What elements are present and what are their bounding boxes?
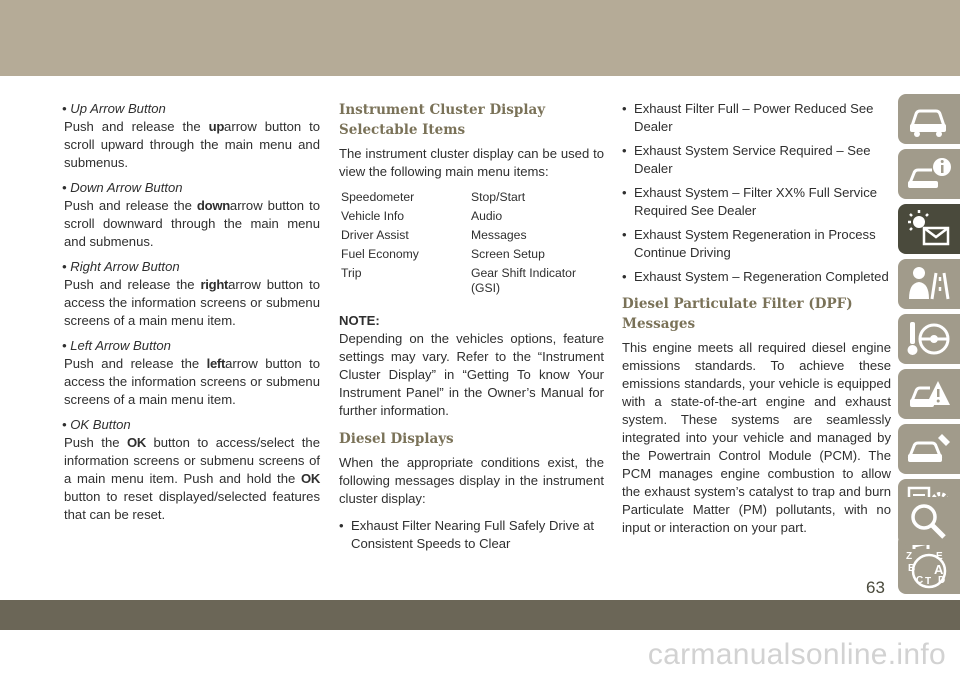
heading-dpf-messages: Diesel Particulate Filter (DPF) Messages [622,296,853,332]
menu-item: Fuel Economy [341,247,419,261]
down-arrow-text-a: Push and release the [64,198,197,213]
menu-item: Gear Shift Indicator (GSI) [471,266,576,295]
list-item: • Exhaust Filter Full – Power Reduced See Dealer [622,100,891,136]
up-arrow-item: • Up Arrow Button Push and release the uparrow button to scroll upward through the main menu and submenus. [62,101,321,170]
ok-text-2: button to access/select the information screens or submenu screens of a main menu item. Push and hold the [64,435,320,486]
left-arrow-text-a: Push and release the [64,356,207,371]
index-letter-t: T [925,576,932,587]
diesel-message-list-start [339,517,604,553]
list-item: • Exhaust System Regeneration in Process Continue Driving [622,226,891,262]
page-number: 63 [866,578,885,597]
right-arrow-text-a: Push and release the [64,277,201,292]
index-letter-d: D [938,575,946,586]
watermark: carmanualsonline.info [647,638,946,671]
down-arrow-title: Down Arrow Button [70,180,183,195]
left-arrow-text-b: arrow button to access the information screens or submenu screens of a main menu item. [64,356,321,407]
footer-band [0,600,960,630]
left-key: left [206,356,226,371]
note-label: NOTE: [339,313,380,328]
up-arrow-text-b: arrow button to scroll upward through the main menu and submenus. [64,119,321,170]
up-arrow-text-a: Push and release the [64,119,209,134]
table-row [341,266,601,300]
column-3 [622,100,891,546]
list-item: • Exhaust System – Regeneration Completed [622,268,891,286]
person-road-icon [906,265,952,303]
index-letter-c: C [916,575,924,586]
list-item: • Exhaust System – Filter XX% Full Service Required See Dealer [622,184,891,220]
right-arrow-title: Right Arrow Button [70,259,180,274]
intro-paragraph: The instrument cluster display can be used to view the following main menu items: [339,146,604,179]
down-arrow-text-b: arrow button to scroll downward through the main menu and submenus. [64,198,321,249]
table-row [341,209,601,228]
ok-text-3: button to reset displayed/selected features that can be reset. [64,489,320,522]
car-wrench-icon [906,430,952,468]
tab-car-info[interactable] [898,149,960,199]
menu-item: Stop/Start [471,190,526,204]
car-crash-icon [906,375,952,413]
diesel-intro: When the appropriate conditions exist, the following messages display in the instrument cluster display: [339,455,604,506]
tab-warning-lights-messages[interactable] [898,204,960,254]
top-band [0,0,960,76]
tab-service[interactable] [898,424,960,474]
ok-button-item: • OK Button Push the OK button to access/select the information screens or submenu screens of a main menu item. Push and hold the OK button to reset displayed/selected features that can be reset. [62,417,320,522]
tab-search[interactable] [898,497,960,545]
tab-steering[interactable] [898,314,960,364]
tab-emergency[interactable] [898,369,960,419]
ok-key-1: OK [126,435,147,450]
menu-item: Messages [471,228,527,242]
menu-item: Vehicle Info [341,209,405,223]
menu-item: Trip [341,266,362,280]
tab-car-warning[interactable] [898,94,960,144]
warning-light-message-icon [906,210,952,248]
menu-item: Driver Assist [341,228,409,242]
list-item: • Exhaust System Service Required – See Dealer [622,142,891,178]
right-key: right [200,277,229,292]
menu-item: Audio [471,209,503,223]
left-arrow-title: Left Arrow Button [70,338,171,353]
tab-index[interactable] [898,549,960,594]
ok-key-2: OK [300,471,320,486]
menu-item: Speedometer [341,190,415,204]
list-item: • Exhaust Filter Nearing Full Safely Drive at Consistent Speeds to Clear [339,517,604,553]
right-arrow-item: • Right Arrow Button Push and release the rightarrow button to access the information screens or submenu screens of a main menu item. [62,259,321,328]
ok-text-1: Push the [64,435,127,450]
column-1 [62,100,320,531]
note-text: Depending on the vehicles options, feature settings may vary. Refer to the “Instrument Cluster Display” in “Getting To know Your Instrument Panel” in the Owner’s Manual for further information. [339,331,604,418]
down-key: down [196,198,230,213]
heading-diesel-displays: Diesel Displays [339,431,454,447]
table-row [341,228,601,247]
table-row [341,247,601,266]
table-row [341,190,601,209]
up-arrow-title: Up Arrow Button [70,101,166,116]
steering-wheel-icon [906,320,952,358]
diesel-message-list [622,100,891,286]
search-icon [906,501,952,541]
index-letter-a: A [934,562,944,577]
index-letter-e: E [936,551,943,562]
up-key: up [208,119,225,134]
ok-button-title: OK Button [70,417,131,432]
menu-item: Screen Setup [471,247,545,261]
car-warning-icon [906,100,952,138]
down-arrow-item: • Down Arrow Button Push and release the downarrow button to scroll downward through the main menu and submenus. [62,180,321,249]
left-arrow-item: • Left Arrow Button Push and release the leftarrow button to access the information screens or submenu screens of a main menu item. [62,338,321,407]
tab-driving[interactable] [898,259,960,309]
index-letter-b: B [908,563,916,574]
dpf-paragraph: This engine meets all required diesel engine emissions standards. To achieve these emissions standards, your vehicle is equipped with a state-of-the-art engine and exhaust system. These systems are seamlessly integrated into your vehicle and managed by the Powertrain Control Module (PCM). The PCM manages engine combustion to allow the exhaust system’s catalyst to trap and burn Particulate Matter (PM) pollutants, with no input or interaction on your part. [622,340,891,535]
heading-selectable-items: Instrument Cluster Display Selectable Items [339,102,546,138]
right-arrow-text-b: arrow button to access the information screens or submenu screens of a main menu item. [64,277,321,328]
menu-items-table [341,190,601,300]
column-2 [339,100,604,559]
car-info-icon [906,155,952,193]
index-letter-z: Z [906,551,913,562]
